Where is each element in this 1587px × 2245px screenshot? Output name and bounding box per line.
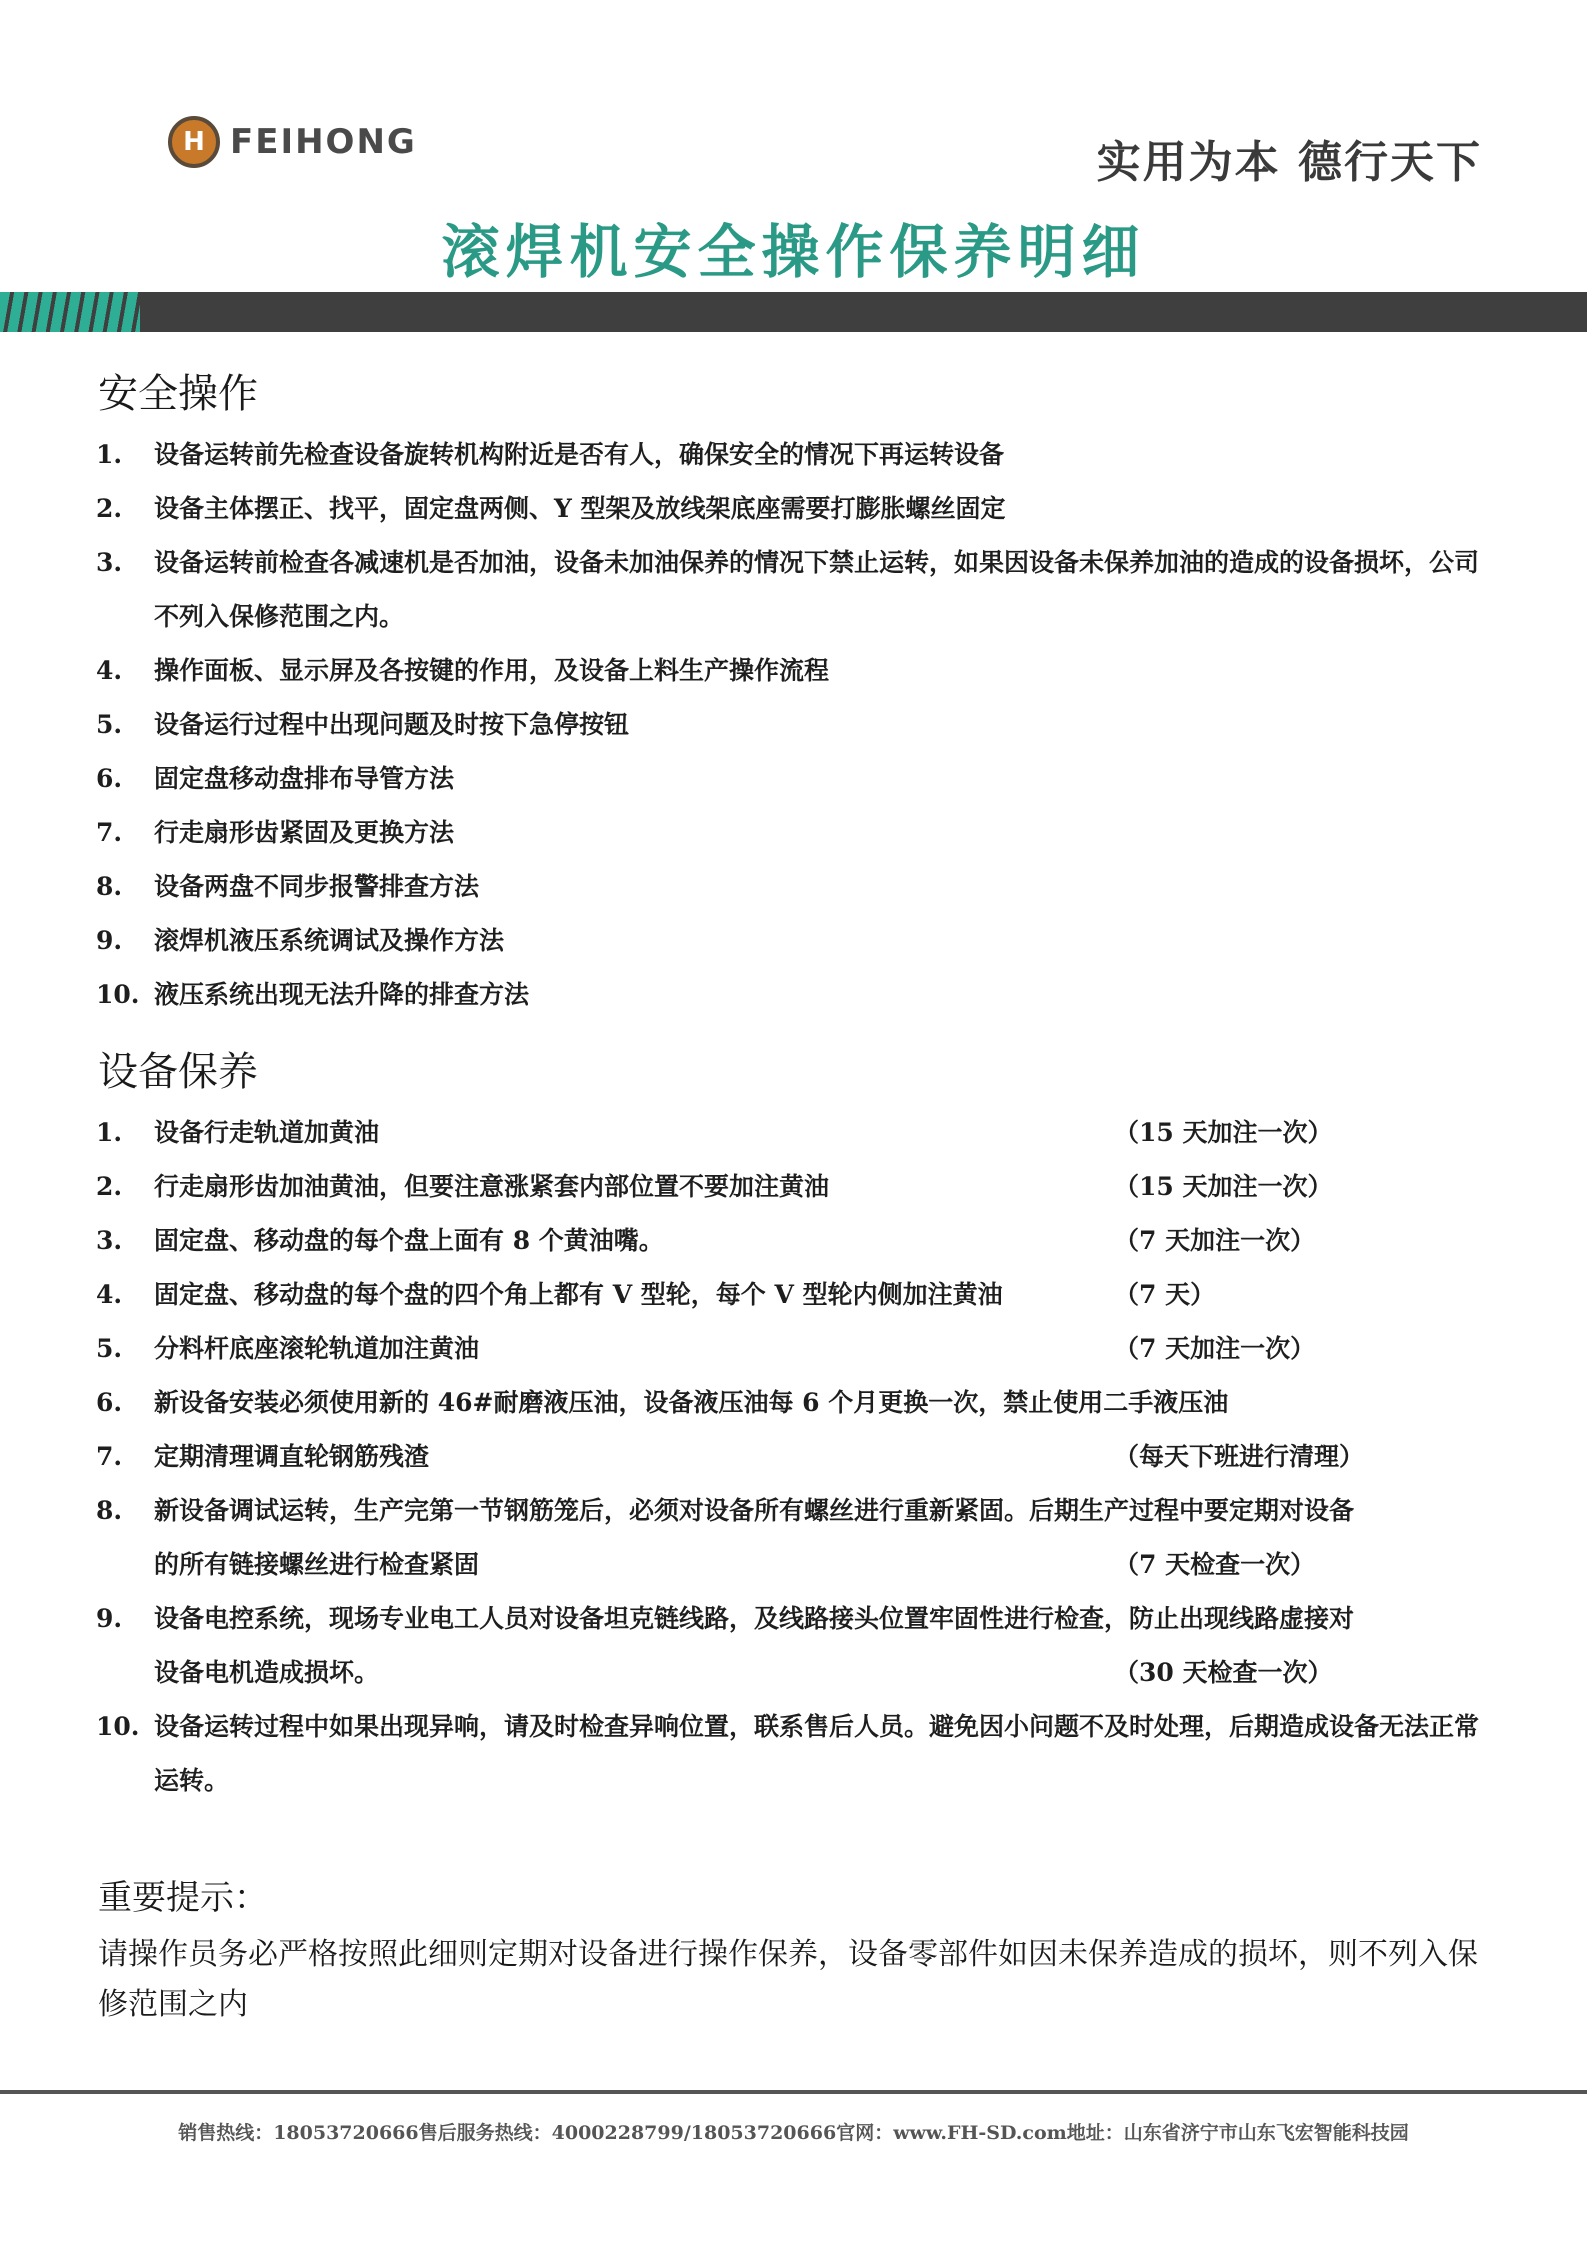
list-item: 6. 固定盘移动盘排布导管方法 [96,764,455,793]
logo-text: FEIHONG [230,122,417,162]
list-item: 4. 固定盘、移动盘的每个盘的四个角上都有 V 型轮，每个 V 型轮内侧加注黄油 （7 天） [96,1280,1216,1309]
maintenance-list [96,1106,1496,1808]
list-item: 7. 定期清理调直轮钢筋残渣 （每天下班进行清理） [96,1442,1365,1471]
list-item: 3. 固定盘、移动盘的每个盘上面有 8 个黄油嘴。 （7 天加注一次） [96,1226,1316,1255]
list-item: 3. 设备运转前检查各减速机是否加油，设备未加油保养的情况下禁止运转，如果因设备未保养加油的造成的设备损坏，公司不列入保修范围之内。 [96,548,1480,631]
header-band [0,292,1587,332]
list-item: 1. 设备行走轨道加黄油 （15 天加注一次） [96,1118,1333,1147]
list-item: 6. 新设备安装必须使用新的 46#耐磨液压油，设备液压油每 6 个月更换一次，禁止使用二手液压油 [96,1388,1229,1417]
company-logo [168,116,417,168]
important-tip-title: 重要提示： [98,1878,268,1918]
document-title: 滚焊机安全操作保养明细 [441,218,1146,286]
list-item: 9. 滚焊机液压系统调试及操作方法 [96,926,505,955]
list-item: 1. 设备运转前先检查设备旋转机构附近是否有人，确保安全的情况下再运转设备 [96,440,1005,469]
important-tip-body: 请操作员务必严格按照此细则定期对设备进行操作保养，设备零部件如因未保养造成的损坏，则不列入保修范围之内 [98,1937,1478,2022]
header-band-accent [0,292,140,332]
list-item: 10. 设备运转过程中如果出现异响，请及时检查异响位置，联系售后人员。避免因小问题不及时处理，后期造成设备无法正常运转。 [96,1712,1480,1795]
list-item: 10. 液压系统出现无法升降的排查方法 [96,980,530,1009]
list-item: 8. 新设备调试运转，生产完第一节钢筋笼后，必须对设备所有螺丝进行重新紧固。后期生产过程中要定期对设备 的所有链接螺丝进行检查紧固 （7 天检查一次） [96,1496,1355,1579]
list-item: 8. 设备两盘不同步报警排查方法 [96,872,480,901]
list-item: 5. 设备运行过程中出现问题及时按下急停按钮 [96,710,630,739]
list-item: 7. 行走扇形齿紧固及更换方法 [96,818,455,847]
logo-icon: H [168,116,220,168]
list-item: 9. 设备电控系统，现场专业电工人员对设备坦克链线路，及线路接头位置牢固性进行检查，防止出现线路虚接对 设备电机造成损坏。 （30 天检查一次） [96,1604,1355,1687]
section-title-safety: 安全操作 [98,371,258,417]
list-item: 4. 操作面板、显示屏及各按键的作用，及设备上料生产操作流程 [96,656,830,685]
list-item: 5. 分料杆底座滚轮轨道加注黄油 （7 天加注一次） [96,1334,1316,1363]
slogan: 实用为本 德行天下 [1096,137,1482,188]
footer-contact: 销售热线：18053720666售后服务热线：4000228799/18053720666官网：www.FH-SD.com地址：山东省济宁市山东飞宏智能科技园 [178,2122,1409,2144]
list-item: 2. 行走扇形齿加油黄油，但要注意涨紧套内部位置不要加注黄油 （15 天加注一次） [96,1172,1333,1201]
list-item: 2. 设备主体摆正、找平，固定盘两侧、Y 型架及放线架底座需要打膨胀螺丝固定 [96,494,1006,523]
section-title-maintenance: 设备保养 [98,1049,258,1095]
safety-list [96,428,1496,1022]
footer-divider [0,2090,1587,2094]
